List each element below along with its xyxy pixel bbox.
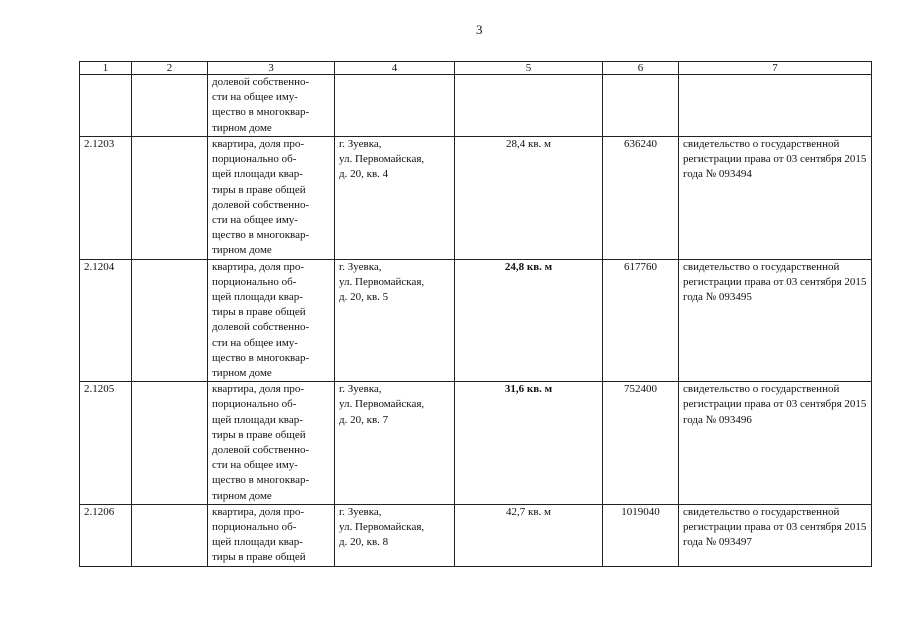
cell-area: 28,4 кв. м xyxy=(455,137,603,260)
cell-document: свидетельство о государственной регистрации права от 03 сентября 2015 года № 093496 xyxy=(679,382,872,505)
header-cell: 6 xyxy=(603,62,679,75)
cell-number: 2.1203 xyxy=(80,137,132,260)
cell-col2 xyxy=(132,259,208,382)
cell-area: 31,6 кв. м xyxy=(455,382,603,505)
cell-description: квартира, доля про- порционально об- щей площади квар- тиры в праве общей долевой собственно- сти на общее иму- щество в многоквар- тирном доме xyxy=(208,137,335,260)
cell-document xyxy=(679,75,872,137)
cell-value: 752400 xyxy=(603,382,679,505)
cell-value: 1019040 xyxy=(603,504,679,566)
cell-address xyxy=(335,75,455,137)
table-row xyxy=(80,259,872,382)
cell-value xyxy=(603,75,679,137)
header-cell: 7 xyxy=(679,62,872,75)
cell-description: квартира, доля про- порционально об- щей площади квар- тиры в праве общей долевой собственно- сти на общее иму- щество в многоквар- тирном доме xyxy=(208,259,335,382)
cell-description: квартира, доля про- порционально об- щей площади квар- тиры в праве общей долевой собственно- сти на общее иму- щество в многоквар- тирном доме xyxy=(208,382,335,505)
header-row xyxy=(80,62,872,75)
cell-address: г. Зуевка, ул. Первомайская, д. 20, кв. 4 xyxy=(335,137,455,260)
cell-description: квартира, доля про- порционально об- щей площади квар- тиры в праве общей xyxy=(208,504,335,566)
cell-value: 617760 xyxy=(603,259,679,382)
page-number: 3 xyxy=(476,22,483,37)
cell-number: 2.1204 xyxy=(80,259,132,382)
header-cell: 5 xyxy=(455,62,603,75)
table-row xyxy=(80,137,872,260)
cell-col2 xyxy=(132,382,208,505)
property-register-table xyxy=(79,61,872,567)
cell-number xyxy=(80,75,132,137)
cell-document: свидетельство о государственной регистрации права от 03 сентября 2015 года № 093497 xyxy=(679,504,872,566)
cell-document: свидетельство о государственной регистрации права от 03 сентября 2015 года № 093494 xyxy=(679,137,872,260)
continuation-row xyxy=(80,75,872,137)
cell-area xyxy=(455,75,603,137)
header-cell: 2 xyxy=(132,62,208,75)
cell-address: г. Зуевка, ул. Первомайская, д. 20, кв. 5 xyxy=(335,259,455,382)
cell-col2 xyxy=(132,504,208,566)
header-cell: 4 xyxy=(335,62,455,75)
header-cell: 3 xyxy=(208,62,335,75)
header-cell: 1 xyxy=(80,62,132,75)
cell-col2 xyxy=(132,75,208,137)
cell-number: 2.1205 xyxy=(80,382,132,505)
table-row xyxy=(80,504,872,566)
cell-area: 24,8 кв. м xyxy=(455,259,603,382)
cell-document: свидетельство о государственной регистрации права от 03 сентября 2015 года № 093495 xyxy=(679,259,872,382)
cell-description: долевой собственно- сти на общее иму- щество в многоквар- тирном доме xyxy=(208,75,335,137)
cell-col2 xyxy=(132,137,208,260)
cell-value: 636240 xyxy=(603,137,679,260)
cell-address: г. Зуевка, ул. Первомайская, д. 20, кв. 8 xyxy=(335,504,455,566)
cell-address: г. Зуевка, ул. Первомайская, д. 20, кв. 7 xyxy=(335,382,455,505)
cell-number: 2.1206 xyxy=(80,504,132,566)
table-row xyxy=(80,382,872,505)
cell-area: 42,7 кв. м xyxy=(455,504,603,566)
